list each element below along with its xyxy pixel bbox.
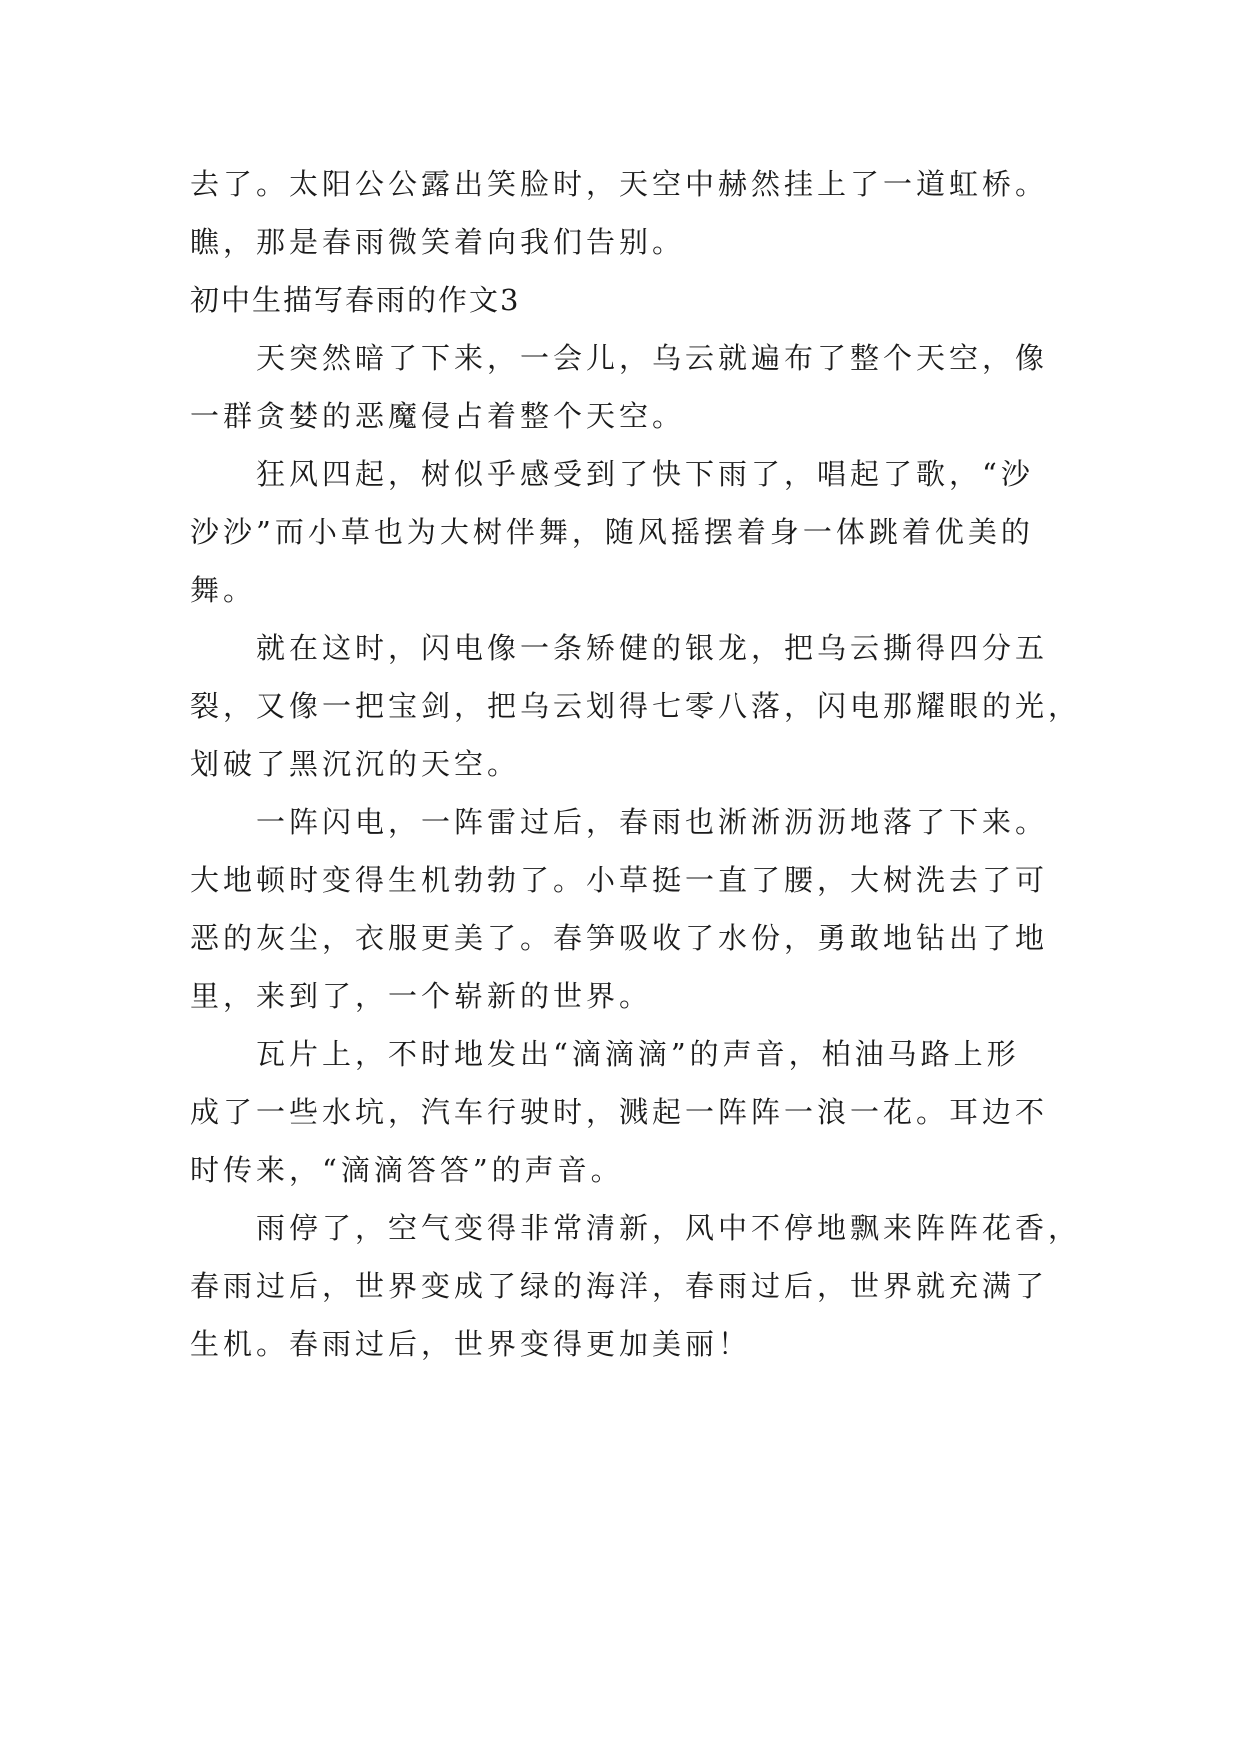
essay-heading: 初中生描写春雨的作文3 (190, 283, 521, 317)
text-line: 就在这时，闪电像一条矫健的银龙，把乌云撕得四分五 (190, 631, 1049, 665)
text-line: 天突然暗了下来，一会儿，乌云就遍布了整个天空，像 (190, 341, 1049, 375)
paragraph-5 (190, 1025, 1050, 1199)
text-line: 生机。春雨过后，世界变得更加美丽！ (190, 1327, 752, 1361)
text-line: 时传来，“滴滴答答”的声音。 (190, 1153, 624, 1187)
text-line: 舞。 (190, 573, 257, 607)
text-line: 裂，又像一把宝剑，把乌云划得七零八落，闪电那耀眼的光， (190, 689, 1082, 723)
document-page (190, 155, 1082, 1373)
paragraph-2 (190, 445, 1050, 619)
text-line: 雨停了，空气变得非常清新，风中不停地飘来阵阵花香， (190, 1211, 1082, 1245)
text-line: 一群贪婪的恶魔侵占着整个天空。 (190, 399, 686, 433)
paragraph-3 (190, 619, 1082, 793)
paragraph-4 (190, 793, 1050, 1025)
text-line: 沙沙”而小草也为大树伴舞，随风摇摆着身一体跳着优美的 (190, 515, 1034, 549)
text-line: 成了一些水坑，汽车行驶时，溅起一阵阵一浪一花。耳边不 (190, 1095, 1049, 1129)
text-line: 去了。太阳公公露出笑脸时，天空中赫然挂上了一道虹桥。 (190, 167, 1049, 201)
text-line: 瓦片上，不时地发出“滴滴滴”的声音，柏油马路上形 (190, 1037, 1020, 1071)
text-line: 大地顿时变得生机勃勃了。小草挺一直了腰，大树洗去了可 (190, 863, 1049, 897)
paragraph-1 (190, 329, 1050, 445)
text-line: 划破了黑沉沉的天空。 (190, 747, 521, 781)
text-line: 瞧，那是春雨微笑着向我们告别。 (190, 225, 686, 259)
text-line: 恶的灰尘，衣服更美了。春笋吸收了水份，勇敢地钻出了地 (190, 921, 1049, 955)
text-line: 春雨过后，世界变成了绿的海洋，春雨过后，世界就充满了 (190, 1269, 1049, 1303)
text-line: 里，来到了，一个崭新的世界。 (190, 979, 653, 1013)
text-line: 狂风四起，树似乎感受到了快下雨了，唱起了歌，“沙 (190, 457, 1034, 491)
paragraph-6 (190, 1199, 1082, 1373)
text-line: 一阵闪电，一阵雷过后，春雨也淅淅沥沥地落了下来。 (190, 805, 1049, 839)
continuation-paragraph (190, 155, 1050, 271)
